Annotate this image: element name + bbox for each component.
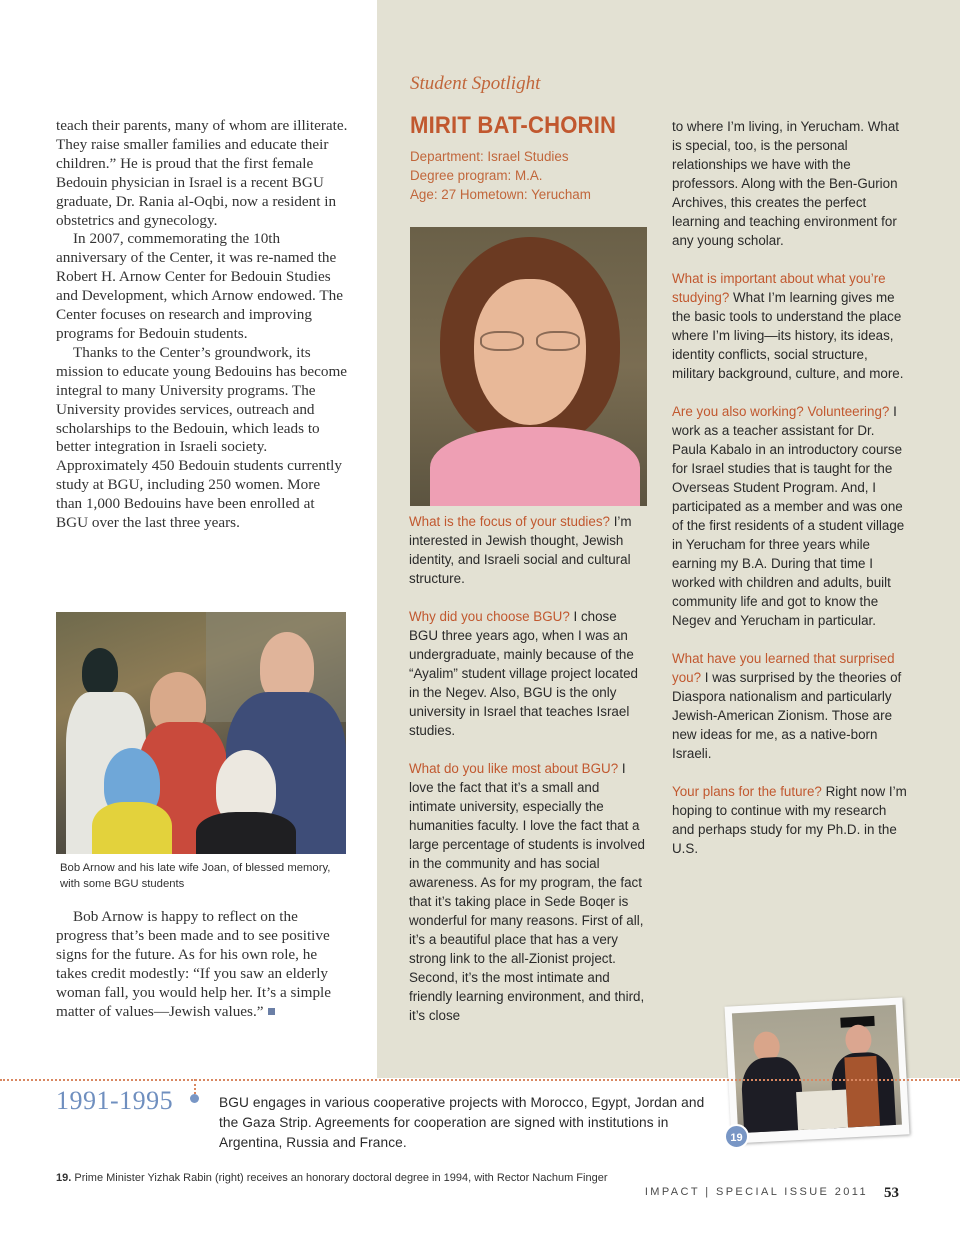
article-paragraph: Thanks to the Center’s groundwork, its mission to educate young Bedouins has become integral to many University programs. The University provides services, outreach and scholarships to the Bedouin, which leads to better integration in Israeli society. Approximately 450 Bedouin students currently study at BGU, including 250 women. More than 1,000 Bedouins have been enrolled at BGU over the last three years. — [56, 343, 348, 532]
question: Are you also working? Volunteering? — [672, 404, 890, 419]
timeline-connector — [194, 1079, 196, 1094]
answer-continuation: to where I’m living, in Yerucham. What is special, too, is the personal relationships we have with the professors. Along with the Ben-Gurion Archives, this creates the perfect learning and teaching environment for any young scholar. — [672, 119, 899, 248]
question: What is the focus of your studies? — [409, 514, 610, 529]
qa-item — [409, 759, 649, 1025]
article-left-column-bottom — [56, 908, 348, 1021]
article-paragraph: In 2007, commemorating the 10th anniversary of the Center, it was re-named the Robert H. Arnow Center for Bedouin Studies and Development, which Arnow endowed. The Center focuses on research and improving programs for Bedouin students. — [56, 230, 343, 342]
ceremony-snapshot-photo — [725, 997, 910, 1143]
article-paragraph: teach their parents, many of whom are illiterate. They raise smaller families and educate their children.” He is proud that the first female Bedouin physician in Israel is a recent BGU graduate, Dr. Rania al-Oqbi, now a resident in obstetrics and gynecology. — [56, 117, 348, 229]
answer: I chose BGU three years ago, when I was an undergraduate, mainly because of the “Ayalim” student village project located in the Negev. Also, BGU is the only university in Israel that teaches Israel studies. — [409, 609, 638, 738]
qa-item — [672, 649, 912, 763]
age-hometown: Age: 27 Hometown: Yerucham — [410, 187, 591, 202]
answer: I love the fact that it’s a small and intimate university, especially the humanities faculty. I love the fact that a large percentage of students is involved in the community and has social awareness. As for my program, the fact that it’s taking place in Sede Boqer is wonderful for many reasons. First of all, it’s a beautiful place that has a very strong link to the all-Zionist project. Second, it’s the most intimate and friendly learning environment, and third, it’s close — [409, 761, 645, 1023]
degree-program: Degree program: M.A. — [410, 168, 543, 183]
arnow-group-photo — [56, 612, 346, 854]
photo-caption: Bob Arnow and his late wife Joan, of blessed memory, with some BGU students — [60, 862, 331, 890]
student-details — [410, 147, 591, 204]
article-closing-text: Bob Arnow is happy to reflect on the progress that’s been made and to see positive signs for the future. As for his own role, he takes credit modestly: “If you saw an elderly woman fall, you would help her. It’s a simple matter of values—Jewish values.” — [56, 908, 332, 1020]
timeline-years: 1991-1995 — [56, 1086, 174, 1115]
publication-folio: IMPACT | SPECIAL ISSUE 2011 — [644, 1186, 868, 1198]
qa-item — [672, 269, 912, 383]
timeline-dot-icon — [190, 1094, 199, 1103]
photo-number-badge: 19 — [724, 1124, 749, 1149]
end-mark-icon — [268, 1008, 275, 1015]
answer: I was surprised by the theories of Diaspora nationalism and particularly Jewish-American Zionism. Those are new ideas for me, as a native-born Israeli. — [672, 670, 902, 761]
student-name: MIRIT BAT-CHORIN — [410, 112, 617, 139]
question: Why did you choose BGU? — [409, 609, 570, 624]
department: Department: Israel Studies — [410, 149, 569, 164]
caption-number: 19. — [56, 1172, 72, 1184]
footer-photo-caption — [56, 1172, 607, 1184]
student-portrait-photo — [410, 227, 647, 506]
question: Your plans for the future? — [672, 784, 822, 799]
timeline-divider — [0, 1079, 960, 1081]
answer: I’m interested in Jewish thought, Jewish identity, and Israeli social and cultural structure. — [409, 514, 632, 586]
ceremony-image — [732, 1005, 902, 1133]
question: What do you like most about BGU? — [409, 761, 619, 776]
answer: Right now I’m hoping to continue with my research and perhaps study for my Ph.D. in the U.S. — [672, 784, 907, 856]
qa-item — [409, 607, 649, 740]
article-left-column — [56, 117, 348, 533]
page-number: 53 — [884, 1185, 899, 1201]
answer: I work as a teacher assistant for Dr. Paula Kabalo in an introductory course for Israel studies that is taught for the Overseas Student Program. And, I participated as a member and was one of the first residents of a student village in Yerucham for three years while earning my B.A. During that time I worked with children and adults, built community life and got to know the Negev and Yerucham in particular. — [672, 404, 905, 628]
qa-item — [672, 402, 912, 630]
question: What is important about what you’re studying? — [672, 271, 886, 305]
interview-column-middle — [409, 512, 649, 1044]
section-label: Student Spotlight — [410, 73, 541, 94]
qa-item — [672, 782, 912, 858]
caption-text: Prime Minister Yizhak Rabin (right) receives an honorary doctoral degree in 1994, with Rector Nachum Finger — [71, 1172, 608, 1184]
question: What have you learned that surprised you? — [672, 651, 895, 685]
answer: What I’m learning gives me the basic tools to understand the place where I’m living—its history, its ideas, identity conflicts, social structure, military background, culture, and more. — [672, 290, 904, 381]
timeline-event-text: BGU engages in various cooperative projects with Morocco, Egypt, Jordan and the Gaza Strip. Agreements for cooperation are signed with institutions in Argentina, Russia and France. — [219, 1095, 705, 1150]
interview-column-right — [672, 117, 912, 877]
article-paragraph — [56, 908, 348, 1021]
qa-item — [409, 512, 649, 588]
